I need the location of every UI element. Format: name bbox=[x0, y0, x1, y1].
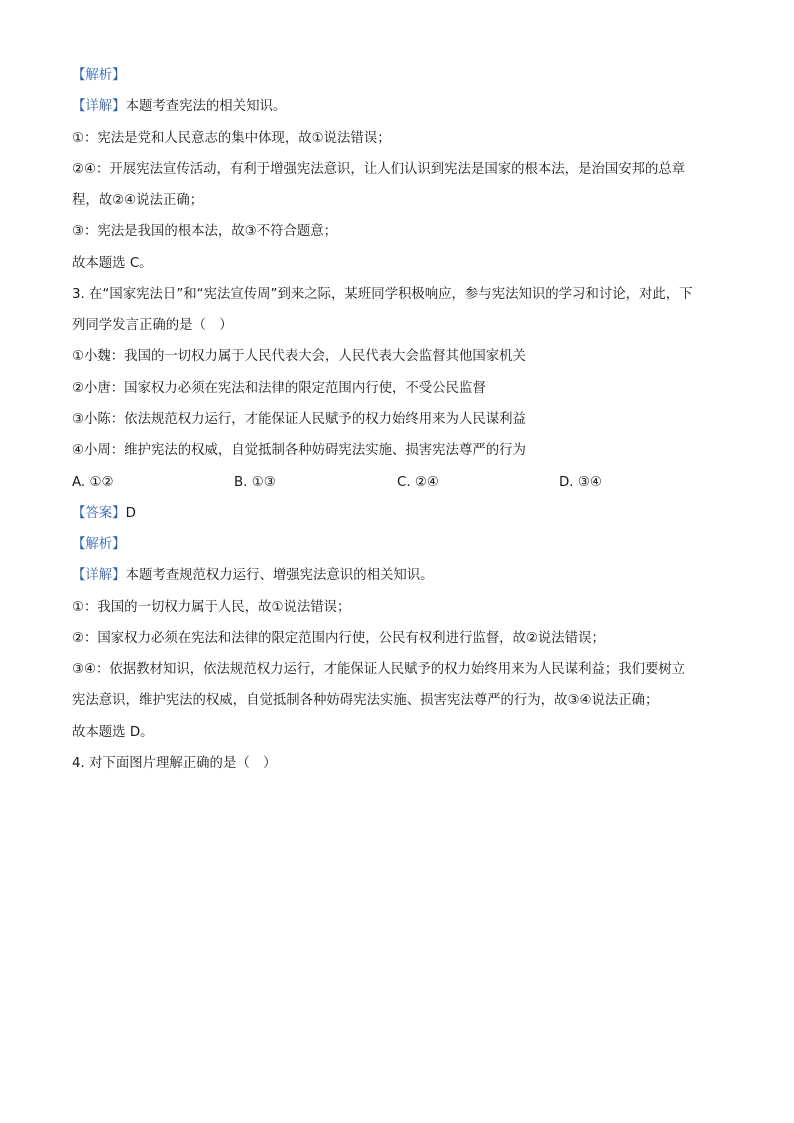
explanation-line: ③：宪法是我国的根本法，故③不符合题意； bbox=[72, 224, 338, 239]
explanation-line: ②：国家权力必须在宪法和法律的限定范围内行使，公民有权利进行监督，故②说法错误； bbox=[72, 631, 605, 646]
option-c: C. ②④ bbox=[397, 475, 439, 490]
detail-text: 本题考查宪法的相关知识。 bbox=[125, 99, 287, 114]
statement-1: ①小魏：我国的一切权力属于人民代表大会，人民代表大会监督其他国家机关 bbox=[72, 349, 526, 364]
explanation-line: 程，故②④说法正确； bbox=[72, 193, 204, 208]
explanation-line: ③④：依据教材知识，依法规范权力运行，才能保证人民赋予的权力始终用来为人民谋利益；我们要树立 bbox=[72, 662, 686, 677]
option-a: A. ①② bbox=[72, 475, 114, 490]
conclusion-line: 故本题选 D。 bbox=[72, 725, 154, 740]
analysis-heading: 【解析】 bbox=[72, 68, 126, 83]
answer-value: D bbox=[125, 506, 136, 521]
question-stem: 4. 对下面图片理解正确的是（ ） bbox=[72, 756, 277, 771]
question-stem: 3. 在“国家宪法日”和“宪法宣传周”到来之际，某班同学积极响应，参与宪法知识的学习和讨论，对此，下 bbox=[72, 287, 693, 302]
question-stem: 列同学发言正确的是（ ） bbox=[72, 318, 233, 333]
explanation-line: ①：我国的一切权力属于人民，故①说法错误； bbox=[72, 600, 351, 615]
statement-2: ②小唐：国家权力必须在宪法和法律的限定范围内行使，不受公民监督 bbox=[72, 381, 486, 396]
detail-tag: 【详解】 bbox=[72, 568, 126, 583]
statement-4: ④小周：维护宪法的权威，自觉抵制各种妨碍宪法实施、损害宪法尊严的行为 bbox=[72, 443, 526, 458]
answer-line bbox=[72, 504, 136, 524]
detail-tag: 【详解】 bbox=[72, 99, 126, 114]
option-b: B. ①③ bbox=[234, 475, 276, 490]
statement-3: ③小陈：依法规范权力运行，才能保证人民赋予的权力始终用来为人民谋利益 bbox=[72, 412, 526, 427]
conclusion-line: 故本题选 C。 bbox=[72, 256, 153, 271]
detail-line bbox=[72, 566, 434, 586]
explanation-line: ①：宪法是党和人民意志的集中体现，故①说法错误； bbox=[72, 131, 391, 146]
option-d: D. ③④ bbox=[559, 475, 602, 490]
answer-tag: 【答案】 bbox=[72, 506, 126, 521]
explanation-line: ②④：开展宪法宣传活动，有利于增强宪法意识，让人们认识到宪法是国家的根本法，是治国安邦的总章 bbox=[72, 162, 686, 177]
detail-text: 本题考查规范权力运行、增强宪法意识的相关知识。 bbox=[125, 568, 434, 583]
detail-line bbox=[72, 97, 286, 117]
analysis-heading: 【解析】 bbox=[72, 537, 126, 552]
explanation-line: 宪法意识，维护宪法的权威，自觉抵制各种妨碍宪法实施、损害宪法尊严的行为，故③④说法正确； bbox=[72, 693, 659, 708]
